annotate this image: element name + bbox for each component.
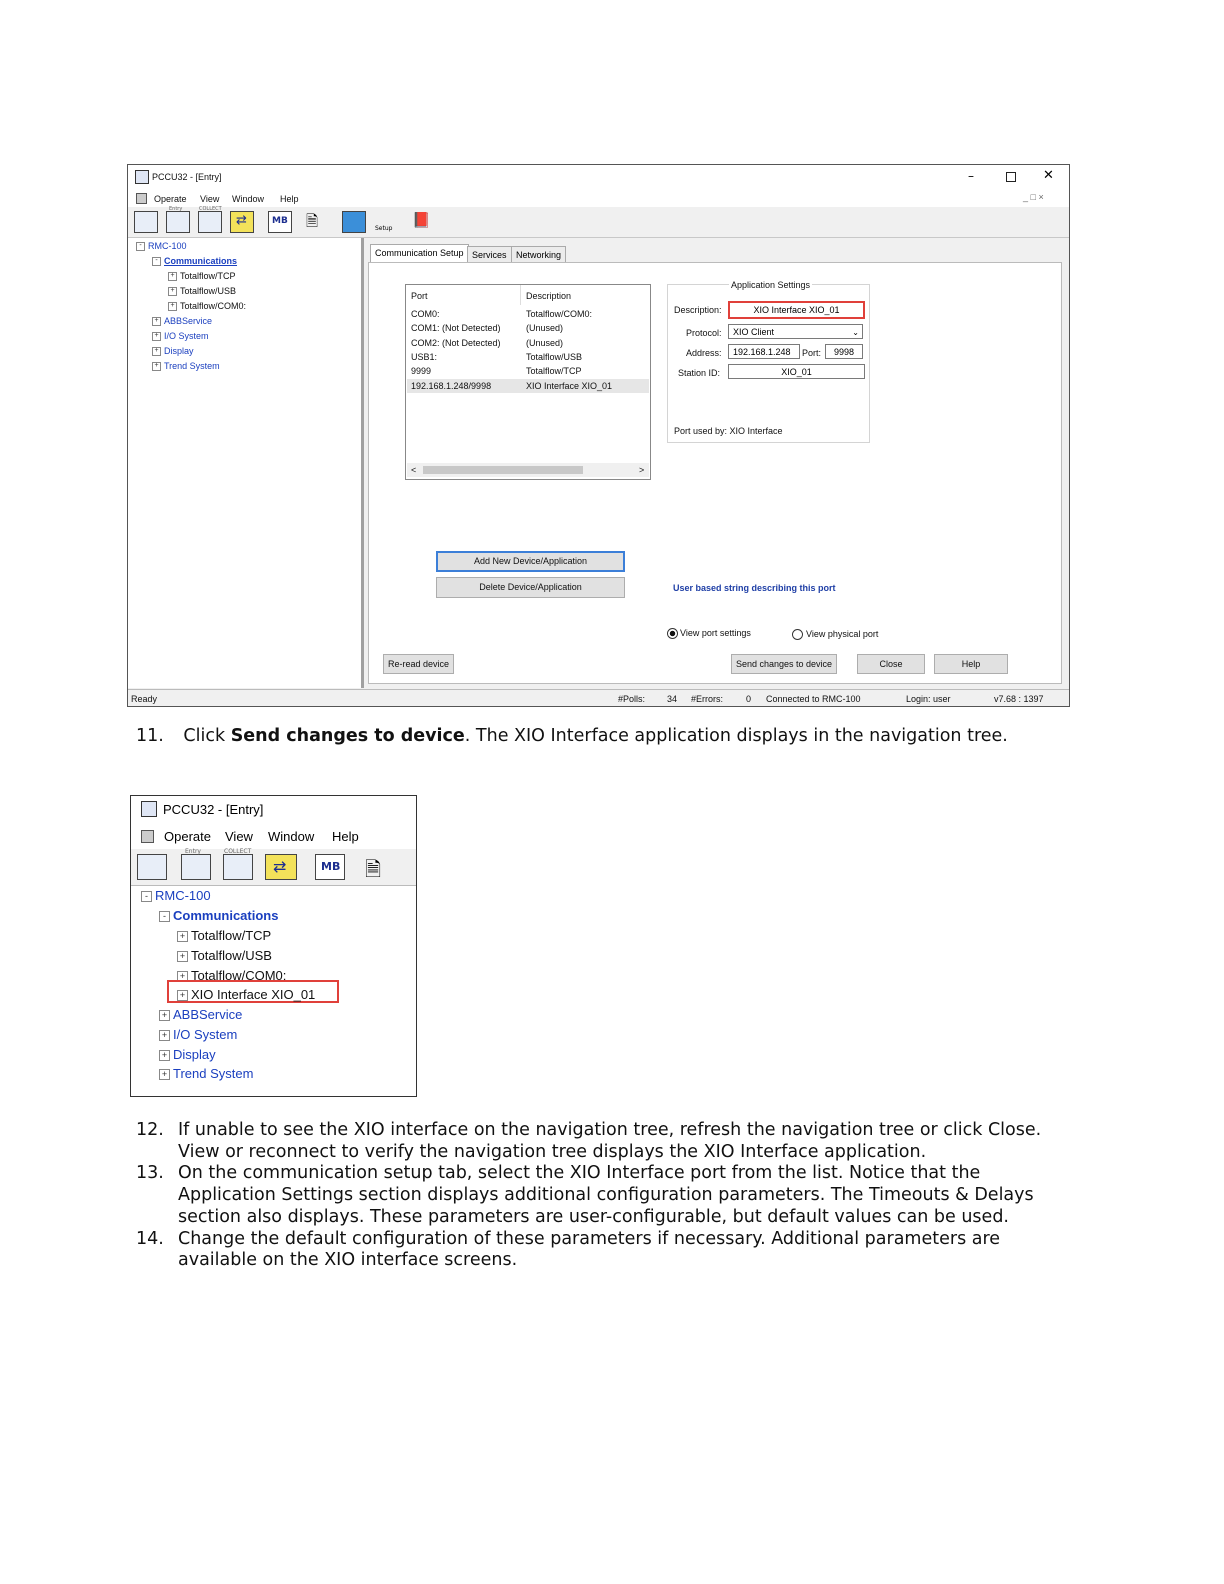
doc-icon [136,193,147,204]
address-field[interactable]: 192.168.1.248 [728,344,800,359]
description-field[interactable]: XIO Interface XIO_01 [728,301,865,319]
toolbar [128,207,1069,238]
station-id-label: Station ID: [678,368,721,378]
expand-icon[interactable]: + [159,1010,170,1021]
refresh-icon[interactable]: ⇄ [230,211,254,233]
app-settings-title: Application Settings [731,280,811,290]
expand-icon[interactable]: + [168,302,177,311]
expand-icon[interactable]: + [152,332,161,341]
address-label: Address: [686,348,722,358]
entry-icon[interactable]: Entry [181,854,211,880]
description-cell: Totalflow/TCP [526,366,582,377]
hint-text: User based string describing this port [673,583,836,593]
menu-bar [128,189,1069,207]
notes-icon[interactable]: 🗎 [365,857,382,881]
step-number: 13. [136,1163,164,1184]
tree-item-com0[interactable]: + Totalflow/COM0: [168,301,246,311]
tree-item-abbservice[interactable]: + ABBService [152,316,212,326]
book-icon[interactable]: 📕 [412,211,431,229]
step-number: 14. [136,1228,164,1249]
tree-item-usb[interactable]: + Totalflow/USB [177,948,272,963]
menu-view[interactable]: View [200,194,220,204]
expand-icon[interactable]: + [177,990,188,1001]
device-icon[interactable] [137,854,167,880]
step-text-line: available on the XIO interface screens. [178,1250,518,1271]
tree-item-xio[interactable]: + XIO Interface XIO_01 [177,987,315,1002]
close-button[interactable]: Close [857,654,925,674]
station-id-field[interactable]: XIO_01 [728,364,865,379]
tree-item-tcp[interactable]: + Totalflow/TCP [168,271,236,281]
radio-view-port-label: View port settings [680,628,751,638]
version-status: v7.68 : 1397 [994,694,1044,704]
expand-icon[interactable]: + [159,1069,170,1080]
expand-icon[interactable]: + [177,951,188,962]
tree-item-io[interactable]: + I/O System [159,1027,237,1042]
description-header: Description [526,291,572,301]
login-status: Login: user [906,694,951,704]
description-label: Description: [674,305,722,315]
tree-root[interactable]: - RMC-100 [136,241,187,251]
menu-operate[interactable]: Operate [154,194,187,204]
status-ready: Ready [131,694,158,704]
port-row[interactable] [407,350,649,364]
expand-icon[interactable]: + [159,1050,170,1061]
tree-item-trend[interactable]: + Trend System [159,1066,253,1081]
toolbar [131,849,416,886]
mb-icon[interactable]: MB [315,854,345,880]
description-cell: Totalflow/USB [526,351,583,362]
description-cell: (Unused) [526,337,564,348]
window-title: PCCU32 - [Entry] [163,802,264,817]
polls-value: 34 [667,694,678,704]
tree-root[interactable]: - RMC-100 [141,888,211,903]
pccu-window-screenshot [127,164,1070,707]
tab-communication-setup[interactable]: Communication Setup [370,244,469,264]
title-bar [128,165,1069,189]
setup-icon[interactable]: Setup [375,225,393,232]
tree-item-abbservice[interactable]: + ABBService [159,1007,242,1022]
menu-operate[interactable]: Operate [164,829,211,844]
port-row[interactable] [407,336,649,350]
step-text-line: View or reconnect to verify the navigation tree displays the XIO Interface application. [178,1141,927,1162]
expand-icon[interactable]: + [177,971,188,982]
errors-label: #Errors: [691,694,724,704]
port-cell: 192.168.1.248/9998 [411,380,492,391]
port-cell: COM0: [411,309,440,319]
port-cell: USB1: [411,351,438,362]
expand-icon[interactable]: + [152,362,161,371]
menu-window[interactable]: Window [232,194,265,204]
mdi-controls[interactable]: _ □ × [1023,192,1044,202]
step-text-line: section also displays. These parameters are user-configurable, but default values can be used. [178,1206,1009,1227]
pccu-tree-screenshot [130,795,417,1097]
tab-networking[interactable]: Networking [511,246,566,263]
collapse-icon[interactable]: - [141,891,152,902]
collect-icon[interactable]: COLLECT [198,211,222,233]
refresh-icon[interactable]: ⇄ [265,854,297,880]
port-row[interactable] [407,379,649,393]
send-changes-button[interactable]: Send changes to device [731,654,837,674]
tree-communications[interactable]: - Communications [159,908,278,923]
menu-window[interactable]: Window [268,829,315,844]
step-11: 11. Click Send changes to device. The XIO Interface application displays in the navigation tree. [136,726,1008,746]
tree-item-display[interactable]: + Display [152,346,194,356]
communication-setup-page [368,262,1062,684]
app-icon [141,801,157,817]
menu-view[interactable]: View [225,829,253,844]
tree-item-display[interactable]: + Display [159,1047,216,1062]
collapse-icon[interactable]: - [152,257,161,266]
protocol-select[interactable]: XIO Client ⌄ [728,324,863,339]
expand-icon[interactable]: + [159,1030,170,1041]
tab-services[interactable]: Services [467,246,512,263]
description-cell: (Unused) [526,323,564,334]
tree-item-tcp[interactable]: + Totalflow/TCP [177,928,271,943]
step-text-line: Application Settings section displays additional configuration parameters. The Timeouts & Delays [178,1185,1034,1206]
port-cell: COM1: (Not Detected) [411,323,501,334]
port-row[interactable] [407,307,649,321]
device-icon[interactable] [134,211,158,233]
application-settings-group [667,280,870,443]
id-icon[interactable] [342,211,366,233]
horizontal-scrollbar[interactable] [407,463,649,477]
description-cell: Totalflow/COM0: [526,309,593,319]
scroll-left-icon[interactable]: < [411,465,417,475]
collect-icon[interactable]: COLLECT [223,854,253,880]
status-bar [128,689,1069,707]
protocol-label: Protocol: [686,328,722,338]
add-device-button[interactable]: Add New Device/Application [436,551,625,572]
port-used-text: Port used by: XIO Interface [674,426,783,436]
expand-icon[interactable]: + [152,317,161,326]
scroll-right-icon[interactable]: > [639,465,645,475]
navigation-tree [128,238,364,688]
tree-communications[interactable]: - Communications [152,256,237,266]
tree-item-usb[interactable]: + Totalflow/USB [168,286,236,296]
polls-label: #Polls: [618,694,646,704]
collapse-icon[interactable]: - [159,911,170,922]
step-text-line: On the communication setup tab, select the XIO Interface port from the list. Notice that the [178,1163,981,1184]
notes-icon[interactable]: 🗎 [306,212,319,230]
help-button[interactable]: Help [934,654,1008,674]
port-cell: 9999 [411,366,432,377]
tree-item-trend[interactable]: + Trend System [152,361,220,371]
tree-item-com0[interactable]: + Totalflow/COM0: [177,968,286,983]
setup-panel [364,238,1068,688]
port-header: Port [411,291,428,301]
maximize-icon[interactable] [1006,172,1016,182]
collapse-icon[interactable]: - [136,242,145,251]
doc-icon [141,830,154,843]
port-row[interactable] [407,321,649,335]
app-icon [135,170,149,184]
description-cell: XIO Interface XIO_01 [526,380,613,391]
errors-value: 0 [746,694,752,704]
step-text-line: Change the default configuration of these parameters if necessary. Additional parameters are [178,1228,1001,1249]
expand-icon[interactable]: + [152,347,161,356]
close-icon[interactable]: ✕ [1043,168,1054,183]
menu-help[interactable]: Help [280,194,299,204]
scroll-thumb[interactable] [423,466,583,474]
step-text-line: If unable to see the XIO interface on the navigation tree, refresh the navigation tree or click Close. [178,1120,1042,1140]
expand-icon[interactable]: + [168,287,177,296]
menu-help[interactable]: Help [332,829,359,844]
column-divider [520,285,521,305]
entry-icon[interactable]: Entry [166,211,190,233]
reread-device-button[interactable]: Re-read device [383,654,454,674]
window-title: PCCU32 - [Entry] [152,172,222,182]
step-number: 12. [136,1120,164,1140]
radio-view-port-selected[interactable] [667,628,678,639]
expand-icon[interactable]: + [177,931,188,942]
port-label: Port: [802,348,822,358]
port-cell: COM2: (Not Detected) [411,337,501,348]
tree-item-io[interactable]: + I/O System [152,331,209,341]
connected-status: Connected to RMC-100 [766,694,861,704]
minimize-icon[interactable]: – [968,169,974,183]
expand-icon[interactable]: + [168,272,177,281]
port-row[interactable] [407,364,649,378]
chevron-down-icon: ⌄ [852,328,859,337]
radio-view-physical[interactable] [792,629,803,640]
port-field[interactable]: 9998 [825,344,863,359]
mb-icon[interactable]: MB [268,211,292,233]
port-list[interactable] [405,284,651,480]
delete-device-button[interactable]: Delete Device/Application [436,577,625,598]
radio-view-physical-label: View physical port [806,629,879,639]
